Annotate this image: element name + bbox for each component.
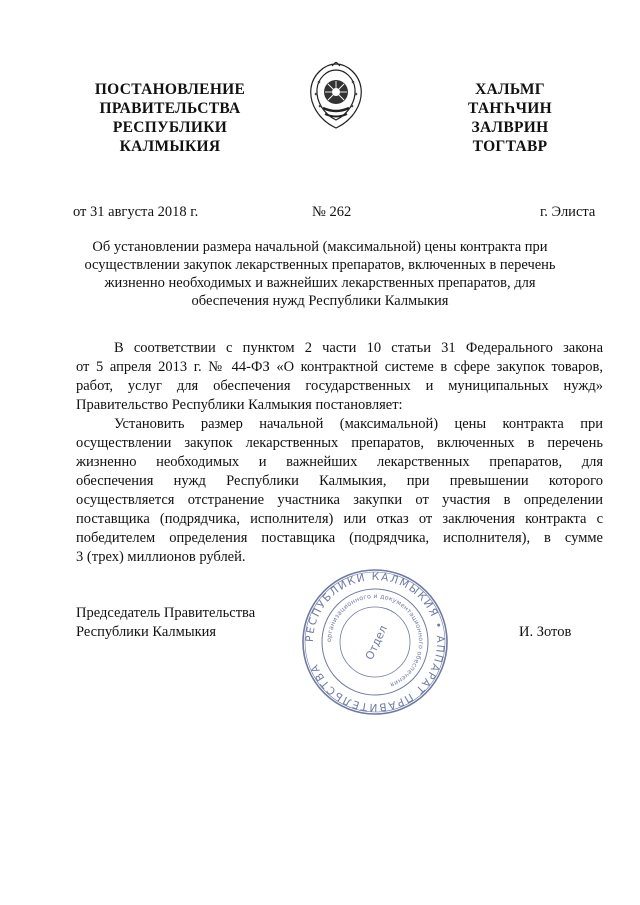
signatory-name: И. Зотов [519, 624, 572, 640]
title-line: обеспечения нужд Республики Калмыкия [191, 293, 449, 309]
document-number: № 262 [312, 204, 352, 220]
stamp-center-text: Отдел [362, 623, 390, 662]
signatory-position-line: Республики Калмыкия [76, 624, 217, 640]
body-line: обеспечения нужд Республики Калмыкия, при превышении которого [76, 473, 603, 489]
document-date: от 31 августа 2018 г. [73, 204, 199, 220]
signatory-position-line: Председатель Правительства [76, 605, 256, 621]
kalmykia-emblem-icon [307, 62, 365, 130]
header-left-line: ПОСТАНОВЛЕНИЕ [94, 81, 246, 98]
body-line: от 5 апреля 2013 г. № 44-ФЗ «О контрактной системе в сфере закупок товаров, [76, 359, 603, 375]
body-line: 3 (трех) миллионов рублей. [76, 549, 246, 565]
header-right-line: ТОГТАВР [472, 138, 548, 155]
body-line: осуществляется отстранение участника закупки от участия в определении [76, 492, 603, 508]
official-stamp [300, 567, 450, 717]
header-right-title [446, 80, 574, 156]
body-line: победителем определения поставщика (подрядчика, исполнителя), в сумме [76, 530, 603, 546]
body-line: осуществлении закупок лекарственных препаратов, включенных в перечень [76, 435, 603, 451]
header-left-line: КАЛМЫКИЯ [119, 138, 221, 155]
body-line: поставщика (подрядчика, исполнителя) или отказ от заключения контракта с [76, 511, 603, 527]
title-line: жизненно необходимых и важнейших лекарственных препаратов, для [104, 275, 536, 291]
body-line: Установить размер начальной (максимальной) цены контракта при [114, 416, 603, 432]
header-left-title [70, 80, 270, 156]
title-line: Об установлении размера начальной (максимальной) цены контракта при [92, 239, 548, 255]
stamp-outer-text: РЕСПУБЛИКИ КАЛМЫКИЯ • АППАРАТ ПРАВИТЕЛЬСТВА [303, 570, 447, 714]
document-title [70, 238, 570, 310]
header-right-line: ТАҤҺЧИН [467, 100, 552, 117]
body-line: жизненно необходимых и важнейших лекарственных препаратов, для [76, 454, 603, 470]
signatory-position [76, 604, 255, 642]
title-line: осуществлении закупок лекарственных препаратов, включенных в перечень [84, 257, 556, 273]
header-left-line: ПРАВИТЕЛЬСТВА [99, 100, 241, 117]
header-left-line: РЕСПУБЛИКИ [112, 119, 228, 136]
header-right-line: ХАЛЬМГ [475, 81, 545, 98]
header-right-line: ЗАЛВРИН [471, 119, 549, 136]
body-line: Правительство Республики Калмыкия постановляет: [76, 397, 403, 413]
body-line: В соответствии с пунктом 2 части 10 статьи 31 Федерального закона [114, 340, 603, 356]
body-line: работ, услуг для обеспечения государственных и муниципальных нужд» [76, 378, 603, 394]
document-city: г. Элиста [540, 204, 596, 220]
stamp-inner-text: организационного и документационного обеспечения [325, 592, 425, 689]
